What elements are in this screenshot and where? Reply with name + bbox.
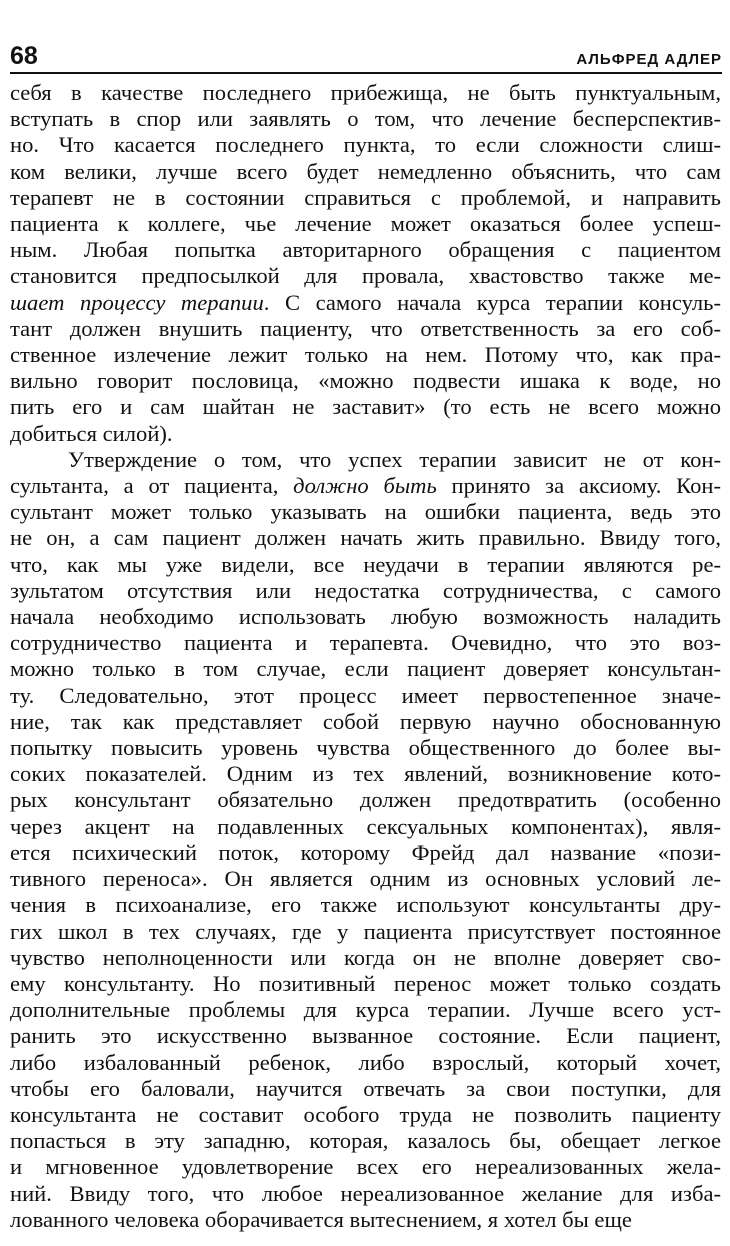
text-line: чтобы его баловали, научится отвечать за свои поступки, для bbox=[10, 1075, 721, 1101]
text-line: вступать в спор или заявлять о том, что лечение бесперспектив- bbox=[10, 106, 721, 132]
text-line: терапевт не в состоянии справиться с проблемой, и направить bbox=[10, 184, 721, 210]
text-line: рых консультант обязательно должен предотвратить (особенно bbox=[10, 787, 721, 813]
text-line: вильно говорит пословица, «можно подвести ишака к воде, но bbox=[10, 368, 721, 394]
text-line: чения в психоанализе, его также используют консультанты дру- bbox=[10, 892, 721, 918]
text-line: но. Что касается последнего пункта, то если сложности слиш- bbox=[10, 132, 721, 158]
text-segment: сультанта, а от пациента, bbox=[10, 473, 294, 499]
text-line: сультант может только указывать на ошибки пациента, ведь это bbox=[10, 499, 721, 525]
text-line: консультанта не составит особого труда не позволить пациенту bbox=[10, 1101, 721, 1127]
text-line: сотрудничество пациента и терапевта. Очевидно, что это воз- bbox=[10, 630, 721, 656]
text-line: пить его и сам шайтан не заставит» (то есть не всего можно bbox=[10, 394, 721, 420]
text-line: Утверждение о том, что успех терапии зависит не от кон- bbox=[68, 446, 721, 472]
text-line: ний. Ввиду того, что любое нереализованное желание для изба- bbox=[10, 1180, 721, 1206]
italic-segment: шает процессу терапии bbox=[10, 289, 264, 315]
text-line: ранить это искусственно вызванное состояние. Если пациент, bbox=[10, 1023, 721, 1049]
text-line: ему консультанту. Но позитивный перенос может только создать bbox=[10, 970, 721, 996]
text-line: соких показателей. Одним из тех явлений, возникновение кото- bbox=[10, 761, 721, 787]
text-line: ственное излечение лежит только на нем. Потому что, как пра- bbox=[10, 342, 721, 368]
text-segment: принято за аксиому. Кон- bbox=[436, 473, 721, 499]
text-line: можно только в том случае, если пациент доверяет консультан- bbox=[10, 656, 721, 682]
text-line: ком велики, лучше всего будет немедленно объяснить, что сам bbox=[10, 158, 721, 184]
text-line: либо избалованный ребенок, либо взрослый, который хочет, bbox=[10, 1049, 721, 1075]
text-line: становится предпосылкой для провала, хвастовство также ме- bbox=[10, 263, 721, 289]
text-line: попытку повысить уровень чувства общественного до более вы- bbox=[10, 735, 721, 761]
text-line: чувство неполноценности или когда он не вполне доверяет сво- bbox=[10, 944, 721, 970]
text-line: ется психический поток, которому Фрейд дал название «пози- bbox=[10, 839, 721, 865]
text-line: тант должен внушить пациенту, что ответственность за его соб- bbox=[10, 315, 721, 341]
text-segment: . С самого начала курса терапии консуль- bbox=[263, 289, 721, 315]
body-text bbox=[10, 80, 721, 1233]
text-line: пациента к коллеге, чье лечение может оказаться более успеш- bbox=[10, 211, 721, 237]
text-line: ту. Следовательно, этот процесс имеет первостепенное значе- bbox=[10, 682, 721, 708]
text-line: себя в качестве последнего прибежища, не быть пунктуальным, bbox=[10, 80, 721, 105]
page-number: 68 bbox=[10, 42, 38, 70]
text-line: гих школ в тех случаях, где у пациента присутствует постоянное bbox=[10, 918, 721, 944]
text-line bbox=[10, 290, 721, 316]
italic-segment: должно быть bbox=[293, 473, 437, 499]
text-line bbox=[10, 473, 721, 499]
page-header bbox=[10, 36, 722, 74]
text-line: попасться в эту западню, которая, казалось бы, обещает легкое bbox=[10, 1128, 721, 1154]
text-line: через акцент на подавленных сексуальных компонентах), явля- bbox=[10, 813, 721, 839]
text-line: зультатом отсутствия или недостатка сотрудничества, с самого bbox=[10, 577, 721, 603]
text-line: тивного переноса». Он является одним из основных условий ле- bbox=[10, 866, 721, 892]
running-head: АЛЬФРЕД АДЛЕР bbox=[576, 51, 722, 68]
text-line: лованного человека оборачивается вытеснением, я хотел бы еще bbox=[10, 1206, 632, 1232]
paragraph bbox=[10, 80, 721, 447]
text-line: что, как мы уже видели, все неудачи в терапии являются ре- bbox=[10, 551, 721, 577]
text-line: ным. Любая попытка авторитарного обращения с пациентом bbox=[10, 237, 721, 263]
text-line: и мгновенное удовлетворение всех его нереализованных жела- bbox=[10, 1154, 721, 1180]
text-line: начала необходимо использовать любую возможность наладить bbox=[10, 604, 721, 630]
paragraph bbox=[10, 447, 721, 1233]
text-line: добиться силой). bbox=[10, 420, 173, 446]
text-line: ние, так как представляет собой первую научно обоснованную bbox=[10, 708, 721, 734]
text-line: не он, а сам пациент должен начать жить правильно. Ввиду того, bbox=[10, 525, 721, 551]
text-line: дополнительные проблемы для курса терапии. Лучше всего уст- bbox=[10, 997, 721, 1023]
